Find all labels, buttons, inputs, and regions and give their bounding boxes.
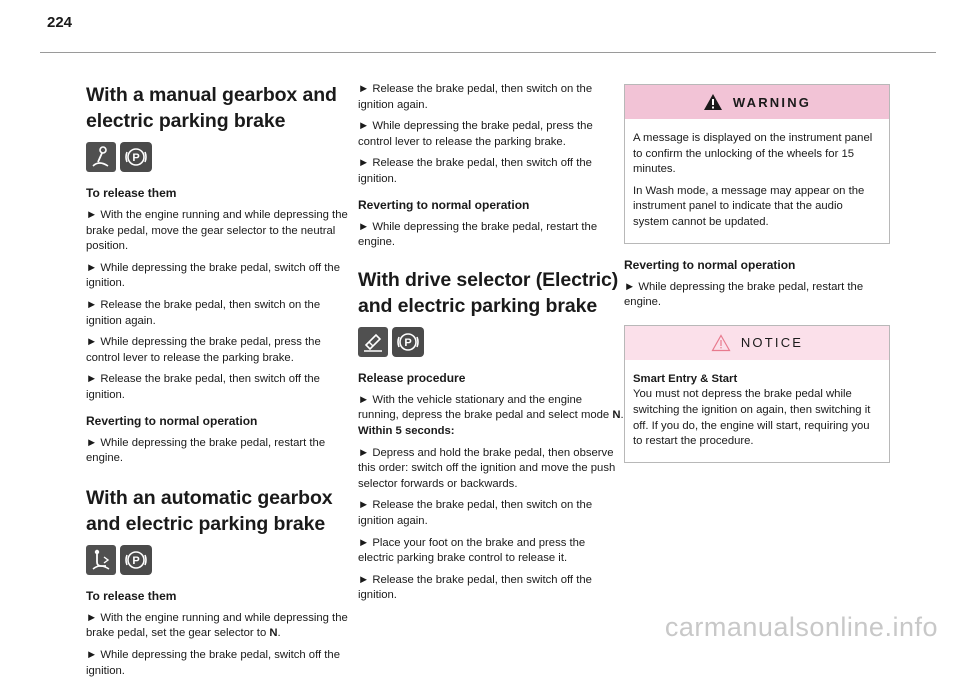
icon-row bbox=[86, 545, 352, 575]
drive-selector-icon bbox=[358, 327, 388, 357]
automatic-gear-lever-icon bbox=[86, 545, 116, 575]
step-text: ► While depressing the brake pedal, switch off the ignition. bbox=[86, 261, 340, 290]
subheading-release-procedure: Release procedure bbox=[358, 370, 466, 385]
within-seconds-label: Within 5 seconds: bbox=[358, 424, 455, 437]
svg-text:P: P bbox=[132, 554, 140, 567]
step-text: ► Release the brake pedal, then switch on the ignition again. bbox=[358, 499, 593, 527]
step-text: ► While depressing the brake pedal, restart the engine. bbox=[624, 280, 864, 309]
section-title-drive-selector: With drive selector (Electric) and electric parking brake bbox=[358, 268, 619, 317]
section-title-automatic-gearbox: With an automatic gearbox and electric parking brake bbox=[86, 486, 333, 535]
step-text: ► While depressing the brake pedal, press the control lever to release the parking brake. bbox=[86, 336, 321, 364]
parking-brake-p-icon bbox=[120, 142, 152, 172]
warning-label: WARNING bbox=[732, 94, 812, 110]
warning-triangle-icon bbox=[703, 93, 723, 111]
warning-box bbox=[624, 84, 890, 244]
svg-text:P: P bbox=[132, 152, 140, 164]
column-2 bbox=[358, 82, 624, 610]
parking-brake-p-icon bbox=[120, 545, 152, 575]
subheading-reverting: Reverting to normal operation bbox=[624, 257, 796, 272]
notice-text: Smart Entry & Start You must not depress the brake pedal while switching the ignition on again, then switching it off. If you do, the engine will start, requiring you to restart the procedure. bbox=[633, 372, 871, 448]
icon-row bbox=[86, 142, 352, 172]
notice-box bbox=[624, 325, 890, 463]
notice-body bbox=[625, 360, 889, 462]
notice-label: NOTICE bbox=[740, 335, 804, 351]
step-text: ► While depressing the brake pedal, restart the engine. bbox=[86, 436, 326, 465]
step-text: ► Depress and hold the brake pedal, then observe this order: switch off the ignition and move the push selector forwards or backwards. bbox=[358, 446, 616, 490]
watermark: carmanualsonline.info bbox=[664, 612, 938, 642]
notice-title: Smart Entry & Start bbox=[633, 372, 738, 385]
section-title-manual-gearbox: With a manual gearbox and electric parking brake bbox=[86, 84, 337, 132]
manual-gear-lever-icon bbox=[86, 142, 116, 172]
icon-row bbox=[358, 327, 624, 357]
step-text: ► With the engine running and while depressing the brake pedal, set the gear selector to N. bbox=[86, 611, 348, 640]
subheading-release: To release them bbox=[86, 186, 177, 200]
step-text: ► Release the brake pedal, then switch off the ignition. bbox=[358, 573, 592, 602]
step-text: ► While depressing the brake pedal, press the control lever to release the parking brake. bbox=[358, 120, 593, 148]
step-text: ► With the vehicle stationary and the engine running, depress the brake pedal and select mode N. Within 5 seconds: bbox=[358, 393, 624, 437]
svg-text:P: P bbox=[404, 336, 412, 349]
column-1 bbox=[86, 82, 352, 685]
subheading-reverting: Reverting to normal operation bbox=[358, 197, 530, 212]
warning-text: In Wash mode, a message may appear on the instrument panel to indicate that the audio system cannot be updated. bbox=[633, 184, 865, 228]
warning-header bbox=[625, 85, 889, 119]
step-text: ► Release the brake pedal, then switch on the ignition again. bbox=[358, 83, 593, 111]
notice-header bbox=[625, 326, 889, 360]
step-text: ► With the engine running and while depressing the brake pedal, move the gear selector to the neutral position. bbox=[86, 209, 348, 253]
warning-body bbox=[625, 119, 889, 243]
notice-triangle-icon bbox=[711, 334, 731, 352]
column-3 bbox=[624, 84, 890, 477]
warning-text: A message is displayed on the instrument panel to confirm the unlocking of the wheels for 15 minutes. bbox=[633, 132, 873, 176]
page-number: 224 bbox=[47, 14, 73, 31]
step-text: ► While depressing the brake pedal, switch off the ignition. bbox=[86, 648, 340, 677]
top-divider bbox=[40, 52, 936, 53]
step-text: ► While depressing the brake pedal, restart the engine. bbox=[358, 220, 598, 249]
subheading-reverting: Reverting to normal operation bbox=[86, 413, 258, 428]
step-text: ► Place your foot on the brake and press the electric parking brake control to release it. bbox=[358, 536, 586, 565]
step-text: ► Release the brake pedal, then switch off the ignition. bbox=[86, 373, 320, 401]
parking-brake-p-icon bbox=[392, 327, 424, 357]
step-text: ► Release the brake pedal, then switch on the ignition again. bbox=[86, 298, 321, 327]
step-text: ► Release the brake pedal, then switch off the ignition. bbox=[358, 157, 592, 185]
subheading-release: To release them bbox=[86, 588, 177, 603]
